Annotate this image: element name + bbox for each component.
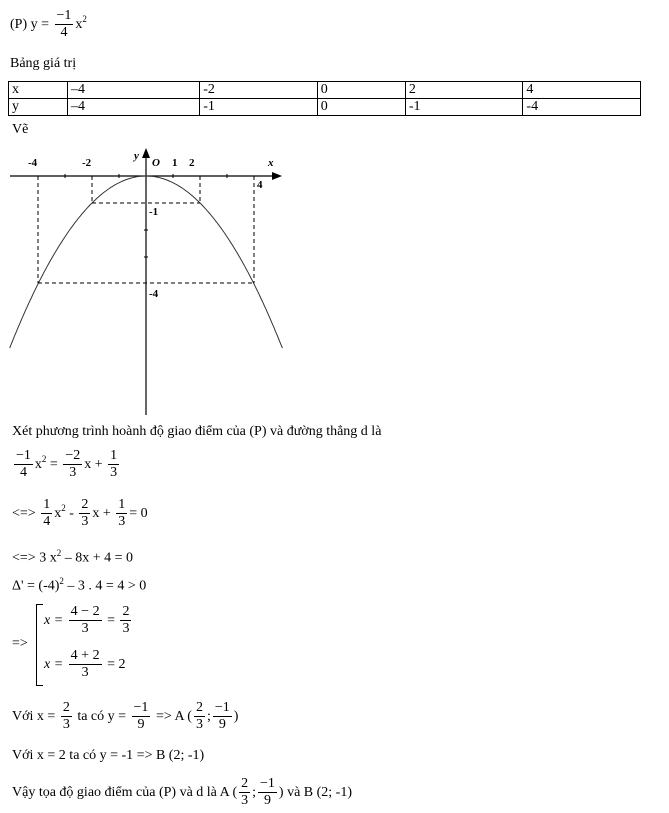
point-b-derivation: Với x = 2 ta có y = -1 => B (2; -1) bbox=[12, 748, 205, 763]
y-axis-arrow bbox=[142, 148, 150, 158]
x-axis-arrow bbox=[272, 172, 282, 180]
tick-label-x: 4 bbox=[257, 179, 263, 191]
tick-label-y: -4 bbox=[149, 288, 159, 300]
tick-label-x: 1 bbox=[172, 157, 178, 169]
table-title: Bảng giá trị bbox=[10, 56, 77, 71]
equation-1: $\frac{-1}{4}$ $x^2$ = $\frac{-2}{3}$ x + $\frac{1}{3}$ bbox=[16, 448, 118, 481]
fraction: $\frac{-1}{4}$ bbox=[56, 8, 72, 41]
root-1: x = $\frac{4 - 2}{3}$ = $\frac{2}{3}$ bbox=[44, 604, 130, 637]
tick-label-x: 2 bbox=[189, 157, 195, 169]
table-row: y –4 -1 0 -1 -4 bbox=[9, 99, 641, 116]
tick-label-x: -2 bbox=[82, 157, 92, 169]
origin-label: O bbox=[152, 157, 160, 169]
point-a-derivation: Với x = $\frac{2}{3}$ ta có y = $\frac{-1}{9}$ => A ( $\frac{2}{3}$ ; $\frac{-1}{9}$ ) bbox=[12, 700, 239, 733]
x-axis-label: x bbox=[268, 157, 274, 169]
table-row: x –4 -2 0 2 4 bbox=[9, 82, 641, 99]
y-axis-label: y bbox=[134, 150, 139, 162]
equation-3: <=> 3 $x^2 - 8x + 4 = 0$ bbox=[12, 548, 133, 566]
implies-arrow: => bbox=[12, 636, 28, 651]
tick-label-x: -4 bbox=[28, 157, 38, 169]
root-2: x = $\frac{4 + 2}{3}$ = 2 bbox=[44, 648, 126, 681]
value-table bbox=[8, 81, 641, 116]
parabola-graph bbox=[0, 140, 300, 420]
intersection-statement: Xét phương trình hoành độ giao điểm của (P) và đường thẳng d là bbox=[12, 424, 382, 439]
solution-bracket bbox=[36, 604, 43, 686]
equation-2: <=> $\frac{1}{4}$ $x^2$ - $\frac{2}{3}$ x + $\frac{1}{3}$ = 0 bbox=[12, 497, 148, 530]
tick-label-y: -1 bbox=[149, 206, 159, 218]
conclusion: Vậy tọa độ giao điểm của (P) và d là A ( $\frac{2}{3}$ ; $\frac{-1}{9}$ ) và B (2; -1) bbox=[12, 776, 352, 809]
draw-label: Vẽ bbox=[12, 122, 29, 137]
equation-4: $\Delta' = (-4)^2 - 3$ . 4 = 4 > 0 bbox=[12, 576, 147, 594]
parabola-definition: (P) y = $\frac{-1}{4}$ $x^2$ bbox=[10, 8, 87, 41]
